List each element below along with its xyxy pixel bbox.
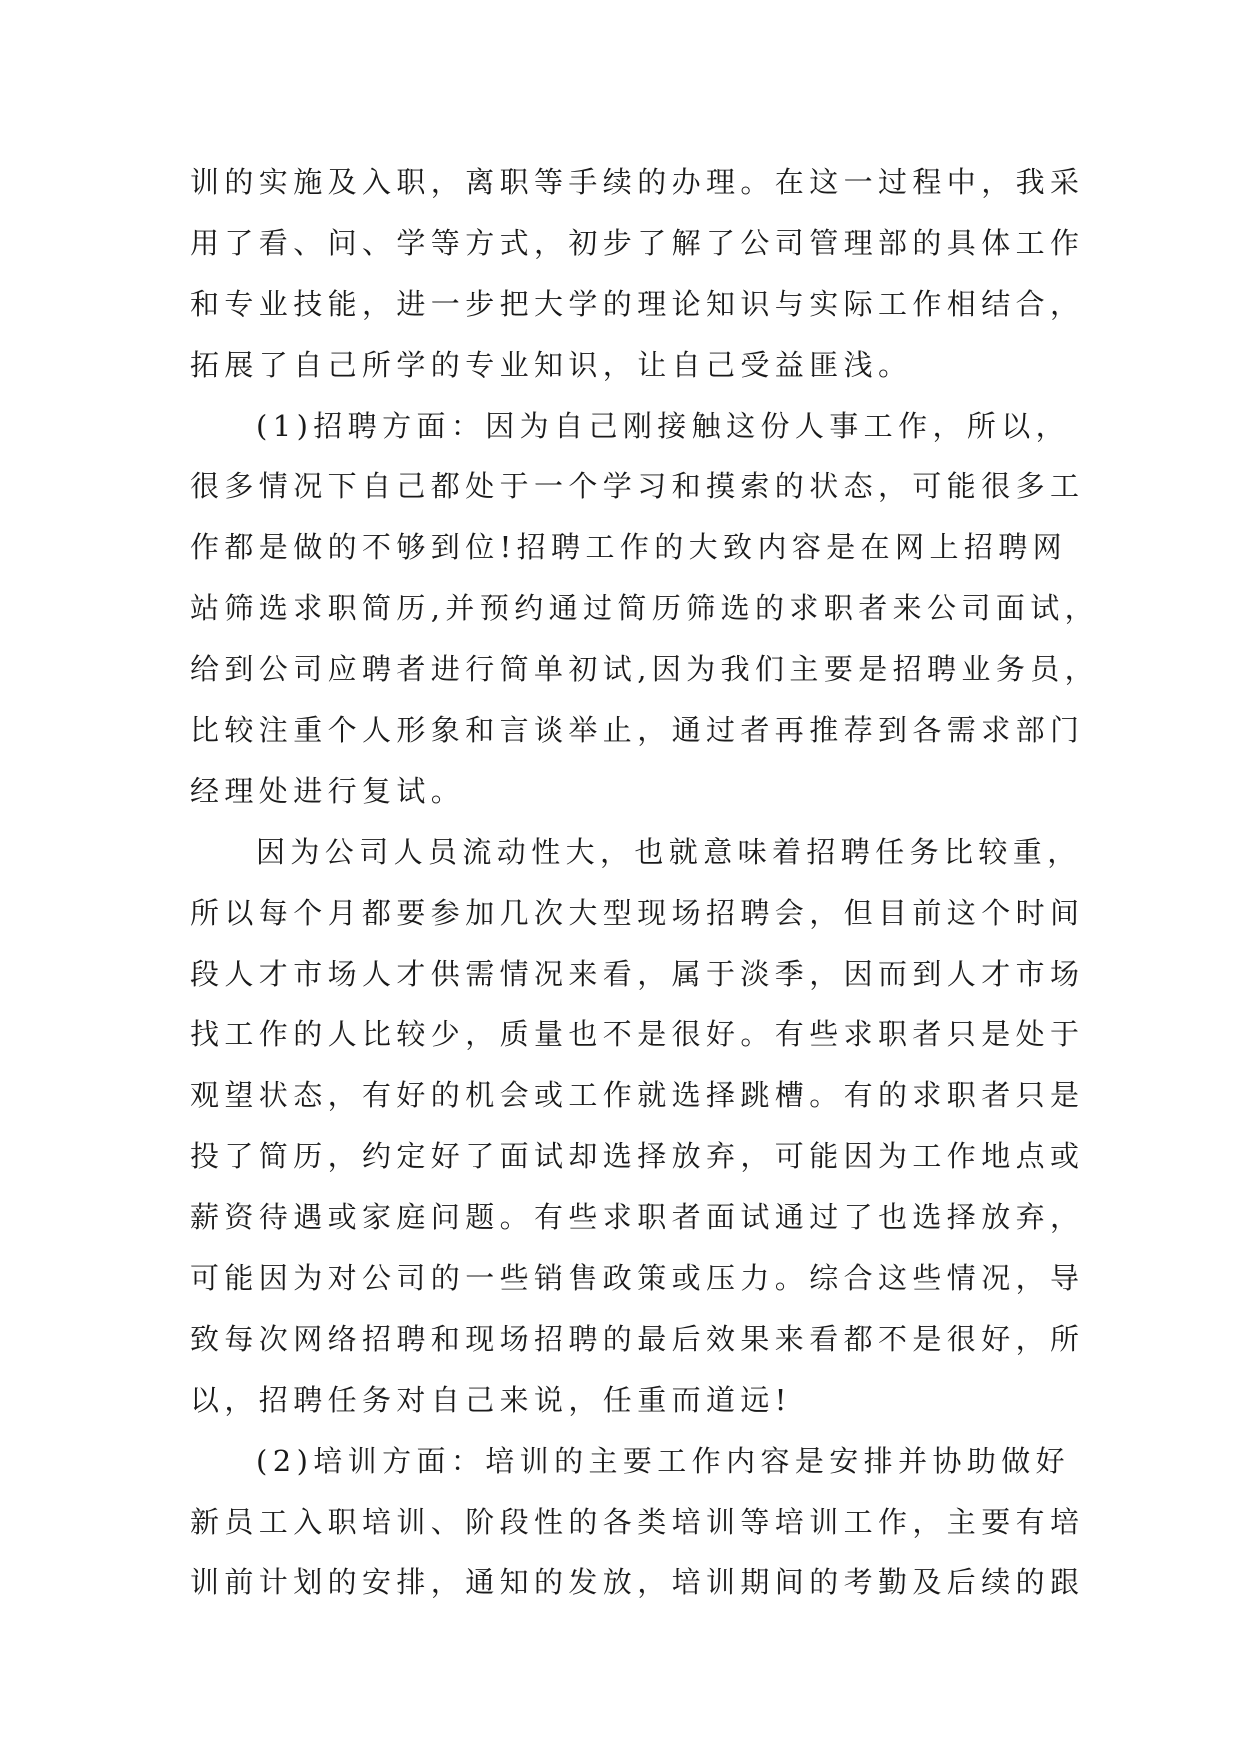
text-line: 站筛选求职简历,并预约通过简历筛选的求职者来公司面试， bbox=[190, 591, 1100, 626]
text-line: 致每次网络招聘和现场招聘的最后效果来看都不是很好，所 bbox=[190, 1321, 1085, 1356]
text-line: 以，招聘任务对自己来说，任重而道远! bbox=[190, 1382, 792, 1417]
text-line: 经理处进行复试。 bbox=[190, 773, 466, 808]
text-line: 给到公司应聘者进行简单初试,因为我们主要是招聘业务员， bbox=[190, 652, 1100, 687]
text-line: 新员工入职培训、阶段性的各类培训等培训工作，主要有培 bbox=[190, 1504, 1085, 1539]
document-body bbox=[190, 152, 1100, 1613]
text-line: 用了看、问、学等方式，初步了解了公司管理部的具体工作 bbox=[190, 225, 1085, 260]
text-line: 拓展了自己所学的专业知识，让自己受益匪浅。 bbox=[190, 347, 913, 382]
text-line: 和专业技能，进一步把大学的理论知识与实际工作相结合， bbox=[190, 286, 1085, 321]
text-line: 观望状态，有好的机会或工作就选择跳槽。有的求职者只是 bbox=[190, 1078, 1085, 1113]
text-line: 找工作的人比较少，质量也不是很好。有些求职者只是处于 bbox=[190, 1017, 1085, 1052]
text-line: (1)招聘方面：因为自己刚接触这份人事工作，所以， bbox=[256, 408, 1071, 443]
text-line: 很多情况下自己都处于一个学习和摸索的状态，可能很多工 bbox=[190, 469, 1085, 504]
text-line: 所以每个月都要参加几次大型现场招聘会，但目前这个时间 bbox=[190, 895, 1085, 930]
text-line: 作都是做的不够到位!招聘工作的大致内容是在网上招聘网 bbox=[190, 530, 1068, 565]
text-line: (2)培训方面：培训的主要工作内容是安排并协助做好 bbox=[256, 1443, 1071, 1478]
text-line: 段人才市场人才供需情况来看，属于淡季，因而到人才市场 bbox=[190, 956, 1085, 991]
text-line: 投了简历，约定好了面试却选择放弃，可能因为工作地点或 bbox=[190, 1139, 1085, 1174]
text-line: 因为公司人员流动性大，也就意味着招聘任务比较重， bbox=[256, 834, 1082, 869]
text-line: 训前计划的安排，通知的发放，培训期间的考勤及后续的跟 bbox=[190, 1565, 1085, 1600]
text-line: 训的实施及入职，离职等手续的办理。在这一过程中，我采 bbox=[190, 165, 1085, 199]
text-line: 比较注重个人形象和言谈举止，通过者再推荐到各需求部门 bbox=[190, 713, 1085, 748]
text-line: 薪资待遇或家庭问题。有些求职者面试通过了也选择放弃， bbox=[190, 1200, 1085, 1235]
text-line: 可能因为对公司的一些销售政策或压力。综合这些情况，导 bbox=[190, 1261, 1085, 1296]
